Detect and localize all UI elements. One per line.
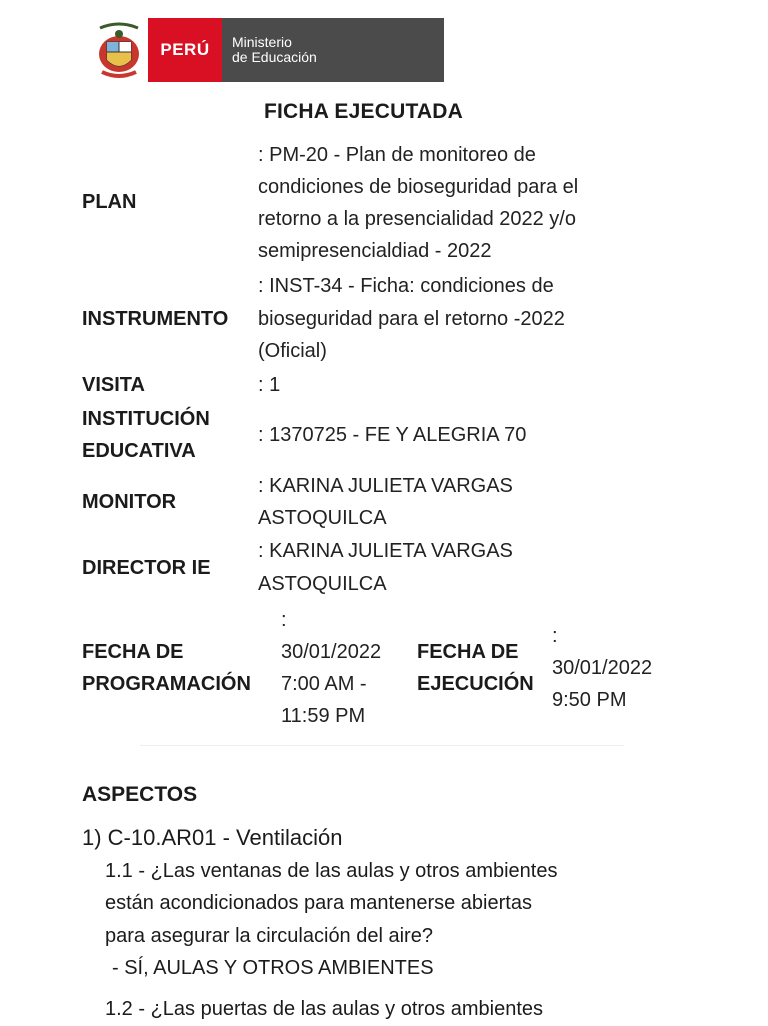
ficha-title: FICHA EJECUTADA bbox=[264, 100, 464, 123]
plan-value-line: semipresencialdiad - 2022 bbox=[258, 240, 492, 262]
director-value-line: : KARINA JULIETA VARGAS bbox=[258, 540, 513, 562]
programacion-value-line: 11:59 PM bbox=[281, 705, 366, 727]
aspectos-heading: ASPECTOS bbox=[82, 783, 198, 806]
programacion-value-line: : bbox=[281, 609, 287, 631]
ejecucion-label-line: FECHA DE bbox=[417, 641, 519, 663]
peru-brand-label: PERÚ bbox=[148, 18, 222, 82]
ministry-line-2: de Educación bbox=[232, 49, 317, 65]
institucion-label-line: EDUCATIVA bbox=[82, 440, 196, 462]
instrumento-value-line: : INST-34 - Ficha: condiciones de bbox=[258, 275, 554, 297]
ejecucion-value-line: 9:50 PM bbox=[552, 689, 627, 711]
monitor-label: MONITOR bbox=[82, 491, 177, 513]
monitor-value-line: : KARINA JULIETA VARGAS bbox=[258, 475, 513, 497]
monitor-value-line: ASTOQUILCA bbox=[258, 507, 387, 529]
aspect-title: 1) C-10.AR01 - Ventilación bbox=[82, 825, 343, 850]
director-label: DIRECTOR IE bbox=[82, 557, 211, 579]
ejecucion-label-line: EJECUCIÓN bbox=[417, 673, 534, 695]
ejecucion-value-line: : bbox=[552, 625, 558, 647]
plan-value-line: condiciones de bioseguridad para el bbox=[258, 176, 579, 198]
director-value-line: ASTOQUILCA bbox=[258, 573, 387, 595]
ministry-line-1: Ministerio bbox=[232, 34, 292, 50]
page-header bbox=[90, 18, 444, 82]
institucion-value: : 1370725 - FE Y ALEGRIA 70 bbox=[258, 424, 527, 446]
plan-label: PLAN bbox=[82, 191, 137, 213]
ministry-brand bbox=[222, 18, 444, 82]
instrumento-value-line: (Oficial) bbox=[258, 340, 327, 362]
ejecucion-value-line: 30/01/2022 bbox=[552, 657, 653, 679]
instrumento-value-line: bioseguridad para el retorno -2022 bbox=[258, 308, 565, 330]
plan-value-line: : PM-20 - Plan de monitoreo de bbox=[258, 144, 536, 166]
instrumento-label: INSTRUMENTO bbox=[82, 308, 229, 330]
question-line: para asegurar la circulación del aire? bbox=[105, 925, 433, 947]
plan-value-line: retorno a la presencialidad 2022 y/o bbox=[258, 208, 576, 230]
programacion-label-line: FECHA DE bbox=[82, 641, 184, 663]
question-line: 1.1 - ¿Las ventanas de las aulas y otros ambientes bbox=[105, 860, 558, 882]
programacion-value-line: 30/01/2022 bbox=[281, 641, 382, 663]
visita-value: : 1 bbox=[258, 374, 281, 396]
programacion-value-line: 7:00 AM - bbox=[281, 673, 367, 695]
visita-label: VISITA bbox=[82, 374, 145, 396]
section-divider bbox=[140, 745, 624, 746]
coat-of-arms-icon bbox=[90, 18, 148, 82]
question-line: 1.2 - ¿Las puertas de las aulas y otros ambientes bbox=[105, 998, 544, 1020]
institucion-label-line: INSTITUCIÓN bbox=[82, 408, 210, 430]
programacion-label-line: PROGRAMACIÓN bbox=[82, 673, 251, 695]
question-line: están acondicionados para mantenerse abiertas bbox=[105, 892, 532, 914]
question-answer: - SÍ, AULAS Y OTROS AMBIENTES bbox=[112, 957, 434, 979]
